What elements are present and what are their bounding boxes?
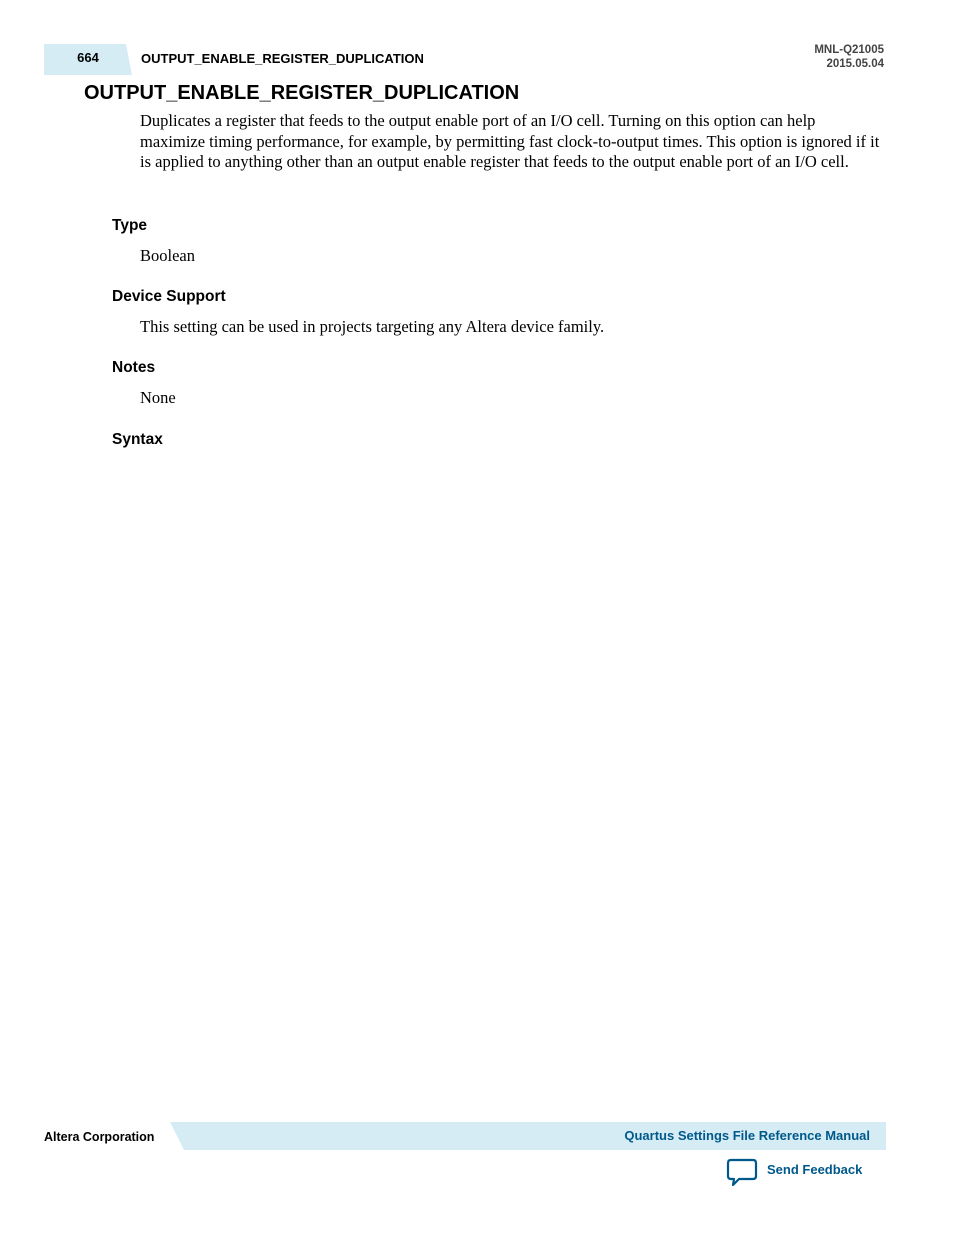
device-support-heading: Device Support [112, 288, 226, 305]
header-section-label: OUTPUT_ENABLE_REGISTER_DUPLICATION [141, 51, 424, 66]
page-title: OUTPUT_ENABLE_REGISTER_DUPLICATION [84, 82, 520, 104]
type-value: Boolean [140, 246, 195, 265]
doc-id: MNL-Q21005 [814, 44, 884, 56]
doc-date: 2015.05.04 [826, 58, 884, 70]
type-heading: Type [112, 217, 148, 234]
header-doc-info [814, 43, 884, 71]
send-feedback-link[interactable] [726, 1158, 862, 1188]
page-number: 664 [77, 50, 99, 65]
footer-manual-title[interactable]: Quartus Settings File Reference Manual [624, 1128, 870, 1143]
send-feedback-label[interactable]: Send Feedback [767, 1161, 863, 1177]
notes-heading: Notes [112, 359, 156, 376]
description-paragraph: Duplicates a register that feeds to the output enable port of an I/O cell. Turning on this option can help maximize timing performance, for example, by permitting fast clock-to-output times. This option is ignored if it is applied to anything other than an output enable register that feeds to the output enable port of an I/O cell. [140, 111, 880, 172]
syntax-heading: Syntax [112, 431, 163, 448]
footer-company: Altera Corporation [44, 1130, 155, 1144]
speech-bubble-icon[interactable] [726, 1158, 758, 1188]
device-support-text: This setting can be used in projects targeting any Altera device family. [140, 317, 605, 336]
notes-text: None [140, 388, 176, 407]
